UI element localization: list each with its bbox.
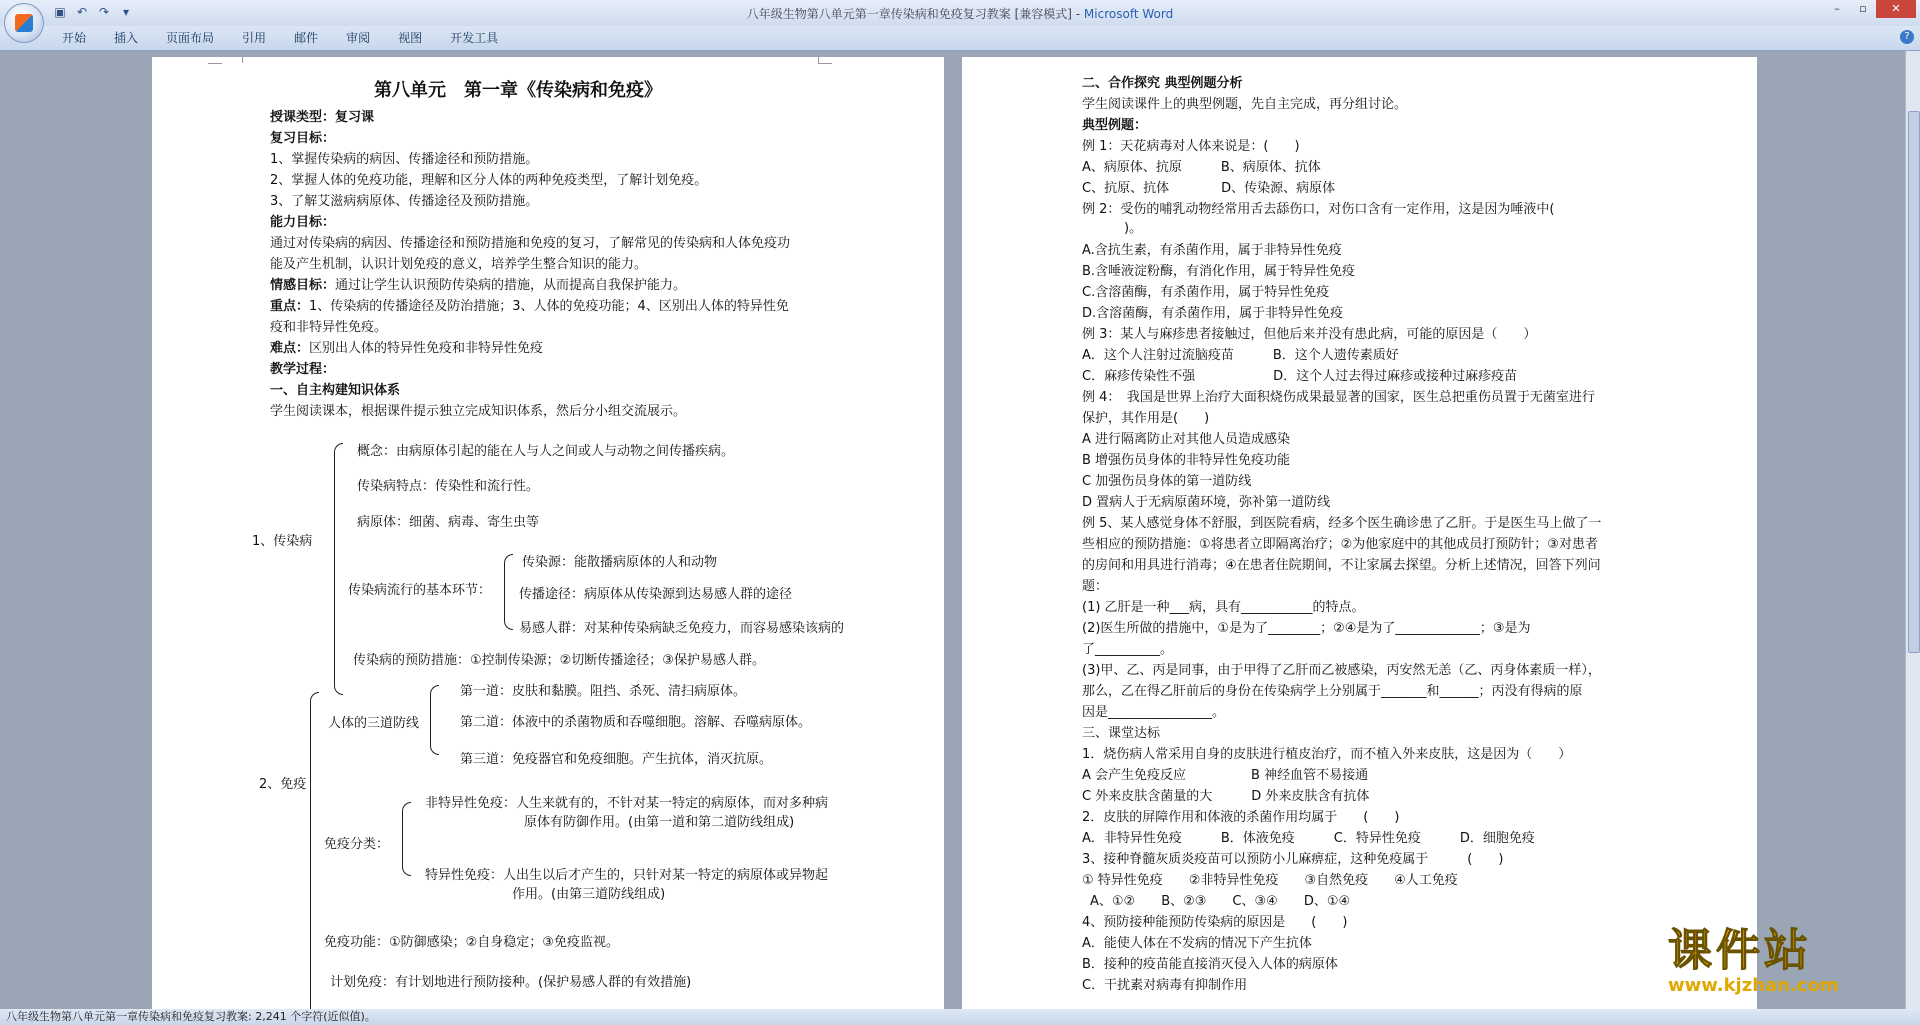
concept-text: 概念：由病原体引起的能在人与人之间或人与动物之间传播疾病。 bbox=[357, 444, 735, 459]
crop-mark bbox=[208, 63, 222, 64]
sub-question: (1) 乙肝是一种___病，具有___________的特点。 bbox=[1082, 600, 1365, 615]
exercise-option: ① 特异性免疫 ②非特异性免疫 ③自然免疫 ④人工免疫 bbox=[1082, 873, 1458, 888]
ribbon-tab[interactable]: 审阅 bbox=[346, 31, 371, 45]
office-logo-icon bbox=[15, 14, 33, 32]
watermark-logo bbox=[1668, 926, 1839, 996]
example-question: 保护，其作用是( ) bbox=[1082, 411, 1210, 426]
course-type: 授课类型：复习课 bbox=[270, 110, 375, 125]
example-question: 例 5、某人感觉身体不舒服，到医院看病，经多个医生确诊患了乙肝。于是医生马上做了一 bbox=[1082, 516, 1602, 531]
redo-icon[interactable]: ↷ bbox=[98, 5, 110, 19]
example-option: A.含抗生素，有杀菌作用，属于非特异性免疫 bbox=[1082, 243, 1342, 258]
example-question: 些相应的预防措施：①将患者立即隔离治疗；②为他家庭中的其他成员打预防针；③对患者 bbox=[1082, 537, 1598, 552]
immunity-label: 2、免疫 bbox=[259, 777, 307, 792]
feature-text: 传染病特点：传染性和流行性。 bbox=[357, 479, 540, 494]
scrollbar-thumb[interactable] bbox=[1908, 111, 1920, 653]
pathogen-text: 病原体：细菌、病毒、寄生虫等 bbox=[357, 515, 540, 530]
section-heading: 一、自主构建知识体系 bbox=[270, 383, 401, 398]
ribbon-tab[interactable]: 页面布局 bbox=[166, 31, 215, 45]
brace bbox=[402, 802, 411, 876]
exercise-option: C 外来皮肤含菌量的大 D 外来皮肤含有抗体 bbox=[1082, 789, 1370, 804]
crop-mark bbox=[222, 57, 243, 63]
document-area bbox=[0, 51, 1905, 1009]
key-points: 重点：1、传染病的传播途径及防治措施；3、人体的免疫功能；4、区别出人体的特异性免 bbox=[270, 299, 789, 314]
ribbon-tab[interactable]: 开发工具 bbox=[450, 31, 499, 45]
section-heading: 二、合作探究 典型例题分析 bbox=[1082, 76, 1243, 91]
defense-line-3: 第三道：免疫器官和免疫细胞。产生抗体，消灭抗原。 bbox=[460, 752, 773, 767]
prevention-text: 传染病的预防措施：①控制传染源；②切断传播途径；③保护易感人群。 bbox=[353, 653, 765, 668]
ability-label: 能力目标： bbox=[270, 215, 336, 230]
planned-immunization: 计划免疫：有计划地进行预防接种。(保护易感人群的有效措施) bbox=[330, 975, 692, 990]
customize-toolbar-icon[interactable]: ▾ bbox=[122, 5, 130, 19]
exercise-question: 4、预防接种能预防传染病的原因是 ( ) bbox=[1082, 915, 1348, 930]
sub-question: (2)医生所做的措施中，①是为了________；②④是为了_____________；③是为 bbox=[1082, 621, 1531, 636]
ribbon-tab[interactable]: 邮件 bbox=[294, 31, 319, 45]
document-page-1[interactable] bbox=[152, 57, 944, 1009]
source-text: 传染源：能散播病原体的人和动物 bbox=[522, 555, 718, 570]
ribbon bbox=[0, 26, 1920, 51]
example-option: A．这个人注射过流脑疫苗 B．这个人遗传素质好 bbox=[1082, 348, 1399, 363]
maximize-icon[interactable]: ▫ bbox=[1859, 2, 1867, 15]
example-question: 例 2：受伤的哺乳动物经常用舌去舔伤口，对伤口含有一定作用，这是因为唾液中( bbox=[1082, 202, 1555, 217]
window-title: 八年级生物第八单元第一章传染病和免疫复习教案 [兼容模式] - Microsoft Word bbox=[746, 7, 1174, 21]
brace bbox=[310, 692, 319, 1009]
nonspecific-text: 非特异性免疫：人生来就有的，不针对某一特定的病原体，而对多种病 bbox=[425, 796, 829, 811]
ribbon-tab[interactable]: 开始 bbox=[62, 31, 87, 45]
ribbon-tabs bbox=[48, 30, 512, 46]
route-text: 传播途径：病原体从传染源到达易感人群的途径 bbox=[519, 587, 793, 602]
susceptible-text: 易感人群：对某种传染病缺乏免疫力，而容易感染该病的 bbox=[519, 621, 845, 636]
example-option: C、抗原、抗体 D、传染源、病原体 bbox=[1082, 181, 1336, 196]
watermark-text: 课件站 bbox=[1668, 925, 1812, 976]
section-desc: 学生阅读课本，根据课件提示独立完成知识体系，然后分小组交流展示。 bbox=[270, 404, 687, 419]
example-option: C．麻疹传染性不强 D．这个人过去得过麻疹或接种过麻疹疫苗 bbox=[1082, 369, 1518, 384]
example-option: C 加强伤员身体的第一道防线 bbox=[1082, 474, 1252, 489]
status-bar bbox=[0, 1009, 1920, 1025]
example-question: 例 3：某人与麻疹患者接触过，但他后来并没有患此病，可能的原因是（ ） bbox=[1082, 327, 1537, 342]
example-question: 例 4： 我国是世界上治疗大面积烧伤成果最显著的国家，医生总把重伤员置于无菌室进行 bbox=[1082, 390, 1595, 405]
minimize-icon[interactable]: – bbox=[1834, 2, 1840, 15]
close-icon[interactable]: ✕ bbox=[1876, 0, 1916, 18]
exercise-option: A．能使人体在不发病的情况下产生抗体 bbox=[1082, 936, 1312, 951]
example-question: )。 bbox=[1124, 221, 1143, 236]
key-points-cont: 疫和非特异性免疫。 bbox=[270, 320, 388, 335]
example-option: A 进行隔离防止对其他人员造成感染 bbox=[1082, 432, 1291, 447]
undo-icon[interactable]: ↶ bbox=[76, 5, 88, 19]
watermark-url: www.kjzhan.com bbox=[1668, 975, 1839, 996]
example-question: 例 1：天花病毒对人体来说是：( ) bbox=[1082, 139, 1300, 154]
difficult-points: 难点：区别出人体的特异性免疫和非特异性免疫 bbox=[270, 341, 544, 356]
specific-text: 作用。(由第三道防线组成) bbox=[512, 887, 666, 902]
exercise-question: 1．烧伤病人常采用自身的皮肤进行植皮治疗，而不植入外来皮肤，这是因为（ ） bbox=[1082, 747, 1572, 762]
specific-text: 特异性免疫：人出生以后才产生的，只针对某一特定的病原体或异物起 bbox=[425, 868, 829, 883]
exercise-option: A 会产生免疫反应 B 神经血管不易接通 bbox=[1082, 768, 1369, 783]
document-title: 第八单元 第一章《传染病和免疫》 bbox=[374, 80, 662, 101]
example-option: D.含溶菌酶，有杀菌作用，属于非特异性免疫 bbox=[1082, 306, 1344, 321]
defense-line-2: 第二道：体液中的杀菌物质和吞噬细胞。溶解、吞噬病原体。 bbox=[460, 715, 812, 730]
ability-text: 能及产生机制，认识计划免疫的意义，培养学生整合知识的能力。 bbox=[270, 257, 648, 272]
sub-question: (3)甲、乙、丙是同事，由于甲得了乙肝而乙被感染，丙安然无恙（乙、丙身体素质一样）， bbox=[1082, 663, 1601, 678]
example-option: B 增强伤员身体的非特异性免疫功能 bbox=[1082, 453, 1291, 468]
example-question: 题： bbox=[1082, 579, 1109, 594]
example-option: A、病原体、抗原 B、病原体、抗体 bbox=[1082, 160, 1321, 175]
example-question: 的房间和用具进行消毒；④在患者住院期间，不让家属去探望。分析上述情况，回答下列问 bbox=[1082, 558, 1601, 573]
process-label: 教学过程： bbox=[270, 362, 336, 377]
goal-item: 3、了解艾滋病病原体、传播途径及预防措施。 bbox=[270, 194, 539, 209]
ribbon-tab[interactable]: 插入 bbox=[114, 31, 139, 45]
title-bar bbox=[0, 0, 1920, 26]
defense-label: 人体的三道防线 bbox=[328, 716, 420, 731]
exercise-option: A、①② B、②③ C、③④ D、①④ bbox=[1090, 894, 1351, 909]
example-option: B.含唾液淀粉酶，有消化作用，属于特异性免疫 bbox=[1082, 264, 1356, 279]
ribbon-tab[interactable]: 引用 bbox=[242, 31, 267, 45]
exercise-option: B．接种的疫苗能直接消灭侵入人体的病原体 bbox=[1082, 957, 1338, 972]
office-button[interactable] bbox=[4, 3, 44, 43]
brace bbox=[504, 554, 513, 630]
document-page-2[interactable] bbox=[962, 57, 1757, 1009]
ability-text: 通过对传染病的病因、传播途径和预防措施和免疫的复习，了解常见的传染病和人体免疫功 bbox=[270, 236, 791, 251]
types-label: 免疫分类： bbox=[324, 837, 390, 852]
vertical-scrollbar[interactable] bbox=[1905, 51, 1920, 1009]
example-option: D 置病人于无病原菌环境，弥补第一道防线 bbox=[1082, 495, 1331, 510]
exercise-option: A．非特异性免疫 B．体液免疫 C．特异性免疫 D．细胞免疫 bbox=[1082, 831, 1535, 846]
sub-question: 因是________________。 bbox=[1082, 705, 1226, 720]
section-desc: 学生阅读课件上的典型例题，先自主完成，再分组讨论。 bbox=[1082, 97, 1408, 112]
defense-line-1: 第一道：皮肤和黏膜。阻挡、杀死、清扫病原体。 bbox=[460, 684, 747, 699]
window-controls bbox=[1824, 0, 1916, 18]
review-goals-label: 复习目标： bbox=[270, 131, 336, 146]
disease-label: 1、传染病 bbox=[252, 534, 313, 549]
goal-item: 2、掌握人体的免疫功能，理解和区分人体的两种免疫类型，了解计划免疫。 bbox=[270, 173, 708, 188]
emotion-goal: 情感目标：通过让学生认识预防传染病的措施，从而提高自我保护能力。 bbox=[270, 278, 687, 293]
immune-function: 免疫功能：①防御感染；②自身稳定；③免疫监视。 bbox=[324, 935, 619, 950]
nonspecific-text: 原体有防御作用。(由第一道和第二道防线组成) bbox=[524, 815, 795, 830]
exercise-question: 3、接种脊髓灰质炎疫苗可以预防小儿麻痹症，这种免疫属于 ( ) bbox=[1082, 852, 1504, 867]
sub-question: 了__________。 bbox=[1082, 642, 1174, 657]
sub-question: 那么，乙在得乙肝前后的身份在传染病学上分别属于_______和______；丙没有得病的原 bbox=[1082, 684, 1583, 699]
save-icon[interactable]: ▣ bbox=[54, 5, 66, 19]
goal-item: 1、掌握传染病的病因、传播途径和预防措施。 bbox=[270, 152, 539, 167]
section-heading: 三、课堂达标 bbox=[1082, 726, 1161, 741]
status-text: 八年级生物第八单元第一章传染病和免疫复习教案: 2,241 个字符(近似值)。 bbox=[6, 1010, 376, 1023]
crop-mark bbox=[818, 63, 832, 64]
example-option: C.含溶菌酶，有杀菌作用，属于特异性免疫 bbox=[1082, 285, 1330, 300]
help-icon[interactable]: ? bbox=[1900, 30, 1914, 44]
brace bbox=[334, 443, 343, 695]
exercise-option: C．干扰素对病毒有抑制作用 bbox=[1082, 978, 1248, 993]
examples-label: 典型例题： bbox=[1082, 118, 1148, 133]
exercise-question: 2．皮肤的屏障作用和体液的杀菌作用均属于 ( ) bbox=[1082, 810, 1400, 825]
brace bbox=[430, 685, 439, 755]
ribbon-tab[interactable]: 视图 bbox=[398, 31, 423, 45]
links-label: 传染病流行的基本环节： bbox=[348, 583, 492, 598]
